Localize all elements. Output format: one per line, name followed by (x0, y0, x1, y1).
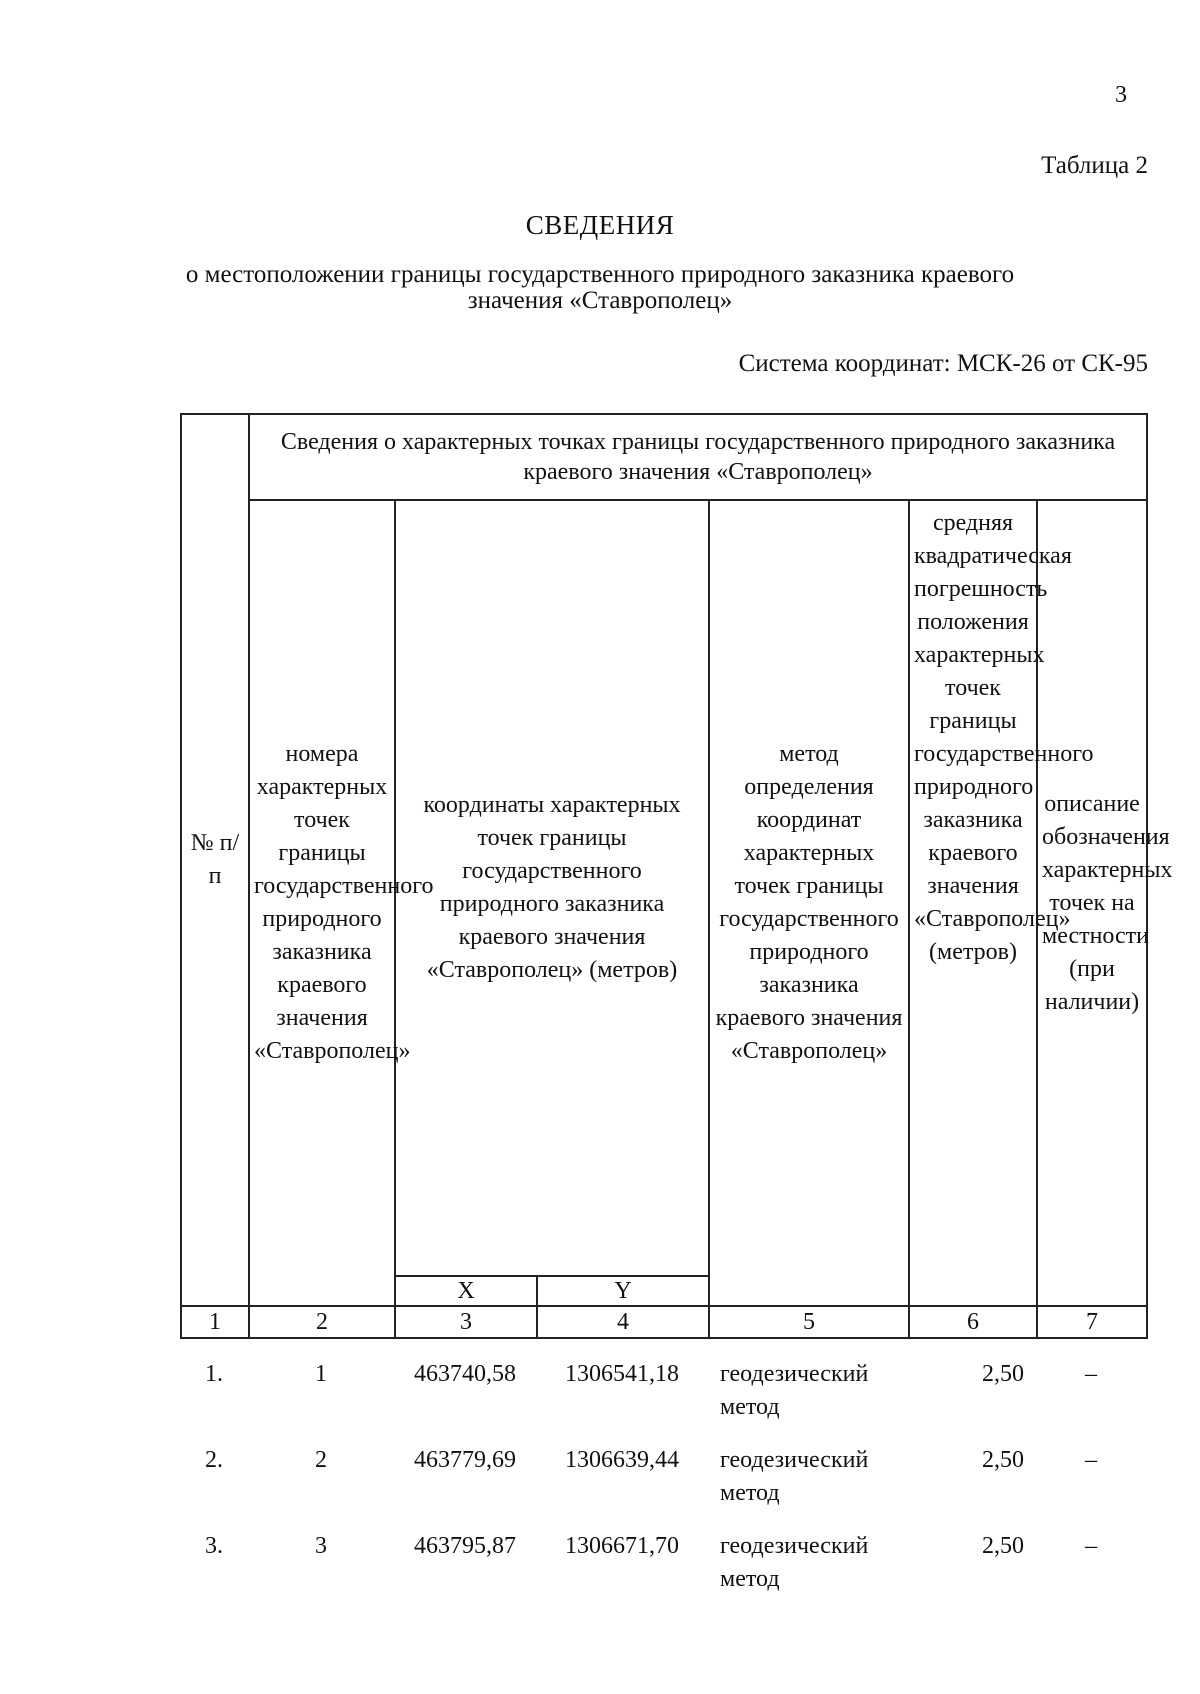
header-group: Сведения о характерных точках границы государственного природного заказника краевого значения «Ставрополец» (249, 414, 1147, 500)
header-sub-y: Y (537, 1276, 709, 1306)
header-sub-x: X (395, 1276, 537, 1306)
row-point: 2 (315, 1447, 327, 1473)
row-method: геодезический метод (720, 1447, 869, 1506)
column-number: 4 (537, 1306, 709, 1338)
row-point: 1 (315, 1361, 327, 1387)
document-title: СВЕДЕНИЯ (525, 210, 675, 240)
row-number: 3. (205, 1533, 223, 1559)
row-y: 1306671,70 (565, 1533, 679, 1559)
column-number: 6 (909, 1306, 1037, 1338)
table-row (180, 1530, 1146, 1616)
row-x: 463740,58 (414, 1361, 516, 1387)
row-description: – (1085, 1533, 1097, 1559)
boundary-points-table-body (180, 1358, 1146, 1616)
table-label: Таблица 2 (1041, 152, 1148, 179)
header-col-number: № п/п (181, 414, 249, 1306)
column-number: 1 (181, 1306, 249, 1338)
boundary-points-table-header (180, 413, 1173, 1339)
row-number: 2. (205, 1447, 223, 1473)
document-subtitle: о местоположении границы государственного природного заказника краевого значения «Ставрополец» (185, 261, 1015, 314)
row-error: 2,50 (982, 1447, 1024, 1473)
row-description: – (1085, 1447, 1097, 1473)
header-col-point-numbers: номера характерных точек границы государственного природного заказника краевого значения «Ставрополец» (249, 500, 395, 1306)
column-number: 2 (249, 1306, 395, 1338)
row-number: 1. (205, 1361, 223, 1387)
row-y: 1306541,18 (565, 1361, 679, 1387)
coordinate-system: Система координат: МСК-26 от СК-95 (738, 350, 1148, 377)
column-number: 5 (709, 1306, 909, 1338)
row-method: геодезический метод (720, 1361, 869, 1420)
row-y: 1306639,44 (565, 1447, 679, 1473)
row-method: геодезический метод (720, 1533, 869, 1592)
row-x: 463795,87 (414, 1533, 516, 1559)
row-x: 463779,69 (414, 1447, 516, 1473)
column-number: 3 (395, 1306, 537, 1338)
table-row (180, 1444, 1146, 1530)
row-error: 2,50 (982, 1361, 1024, 1387)
table-row (180, 1358, 1146, 1444)
header-col-method: метод определения координат характерных точек границы государственного природного заказника краевого значения «Ставрополец» (709, 500, 909, 1306)
row-description: – (1085, 1361, 1097, 1387)
column-number: 7 (1037, 1306, 1147, 1338)
row-error: 2,50 (982, 1533, 1024, 1559)
row-point: 3 (315, 1533, 327, 1559)
header-col-error: средняя квадратическая погрешность положения характерных точек границы государственного природного заказника краевого значения «Ставрополец» (метров) (909, 500, 1037, 1306)
page-number: 3 (1115, 82, 1127, 108)
header-col-description: описание обозначения характерных точек на местности (при наличии) (1037, 500, 1147, 1306)
header-col-coordinates: координаты характерных точек границы государственного природного заказника краевого значения «Ставрополец» (метров) (395, 500, 709, 1276)
